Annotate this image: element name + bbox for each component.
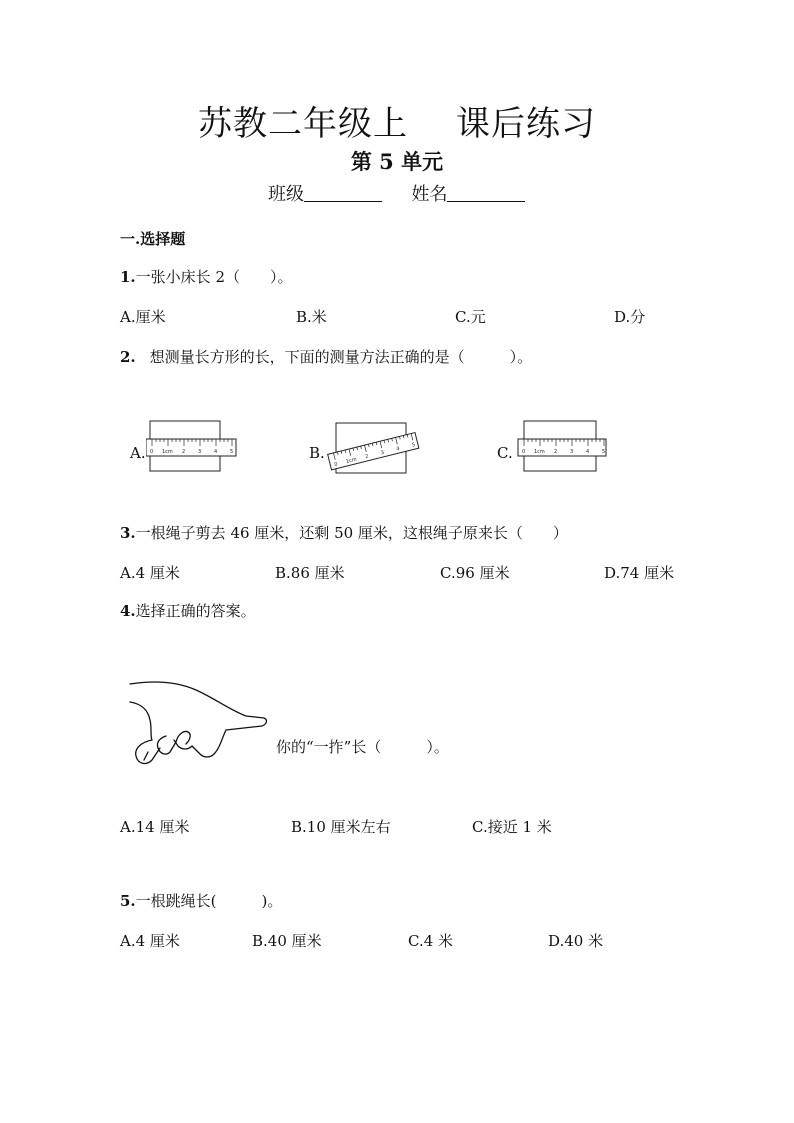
question-text: 一张小床长 2（ ）。 — [135, 268, 293, 286]
ruler-figure-c — [516, 418, 608, 476]
ruler-shape — [146, 439, 236, 456]
question-text: 想测量长方形的长，下面的测量方法正确的是（ ）。 — [149, 348, 533, 366]
q3-option-a[interactable]: A.4 厘米 — [120, 564, 180, 582]
q1-option-b[interactable]: B.米 — [296, 308, 327, 326]
ruler-tick-label: 5 — [602, 449, 606, 455]
q2-option-b[interactable]: B. — [309, 444, 325, 462]
ruler-shape — [518, 439, 606, 456]
question-number: 4. — [120, 602, 136, 620]
question-text: 一根绳子剪去 46 厘米，还剩 50 厘米，这根绳子原来长（ ） — [135, 524, 568, 542]
class-label: 班级 — [268, 184, 304, 205]
question-text: 选择正确的答案。 — [135, 602, 256, 620]
q1-option-a[interactable]: A.厘米 — [120, 308, 166, 326]
ruler-tick-label: 4 — [395, 445, 401, 453]
question-number: 3. — [120, 524, 136, 542]
ruler-tick-label: 1cm — [162, 449, 173, 455]
question-number: 2. — [120, 348, 136, 366]
q5-option-d[interactable]: D.40 米 — [548, 932, 604, 950]
q4-option-b[interactable]: B.10 厘米左右 — [291, 818, 391, 836]
question-1 — [120, 266, 293, 287]
name-blank[interactable] — [447, 183, 525, 202]
q1-option-d[interactable]: D.分 — [614, 308, 646, 326]
ruler-figure-a — [146, 418, 238, 476]
ruler-tick-label: 3 — [570, 449, 574, 455]
ruler-tick-label: 1cm — [345, 456, 358, 466]
question-5 — [120, 890, 282, 911]
q2-option-c[interactable]: C. — [497, 444, 513, 462]
section-title: 一.选择题 — [120, 230, 186, 248]
q3-option-d[interactable]: D.74 厘米 — [604, 564, 675, 582]
ruler-figure-b — [326, 418, 422, 480]
ruler-tick-label: 5 — [230, 449, 234, 455]
ruler-tick-label: 1cm — [534, 449, 545, 455]
question-4 — [120, 600, 256, 621]
q1-option-c[interactable]: C.元 — [455, 308, 486, 326]
ruler-tick-label: 0 — [150, 449, 154, 455]
question-number: 1. — [120, 268, 136, 286]
question-number: 5. — [120, 892, 136, 910]
q3-option-b[interactable]: B.86 厘米 — [275, 564, 345, 582]
question-3 — [120, 522, 568, 543]
ruler-tick-label: 3 — [198, 449, 202, 455]
q4-option-a[interactable]: A.14 厘米 — [120, 818, 190, 836]
q5-option-b[interactable]: B.40 厘米 — [252, 932, 322, 950]
q2-option-a[interactable]: A. — [130, 444, 146, 462]
unit-subtitle: 第 5 单元 — [350, 149, 444, 174]
ruler-tick-label: 2 — [182, 449, 186, 455]
question-text: 一根跳绳长( )。 — [135, 892, 283, 910]
q4-option-c[interactable]: C.接近 1 米 — [472, 818, 552, 836]
title-left: 苏教二年级上 — [198, 104, 408, 144]
title-right: 课后练习 — [456, 104, 596, 144]
ruler-tick-label: 3 — [380, 449, 385, 457]
q3-option-c[interactable]: C.96 厘米 — [440, 564, 510, 582]
name-label: 姓名 — [411, 184, 448, 205]
question-2 — [120, 346, 532, 367]
q5-option-c[interactable]: C.4 米 — [408, 932, 454, 950]
class-blank[interactable] — [304, 183, 382, 202]
student-info-line — [268, 180, 525, 206]
ruler-tick-label: 5 — [411, 441, 416, 449]
q5-option-a[interactable]: A.4 厘米 — [120, 932, 180, 950]
ruler-tick-label: 2 — [554, 449, 558, 455]
ruler-tick-label: 0 — [333, 461, 339, 468]
ruler-tick-label: 4 — [214, 449, 218, 455]
ruler-tick-label: 4 — [586, 449, 590, 455]
hand-span-icon — [126, 676, 270, 776]
hand-span-caption: 你的“一拃”长（ ）。 — [276, 738, 449, 756]
ruler-tick-label: 0 — [522, 449, 526, 455]
worksheet-title — [0, 96, 794, 145]
ruler-tick-label: 2 — [364, 453, 370, 461]
